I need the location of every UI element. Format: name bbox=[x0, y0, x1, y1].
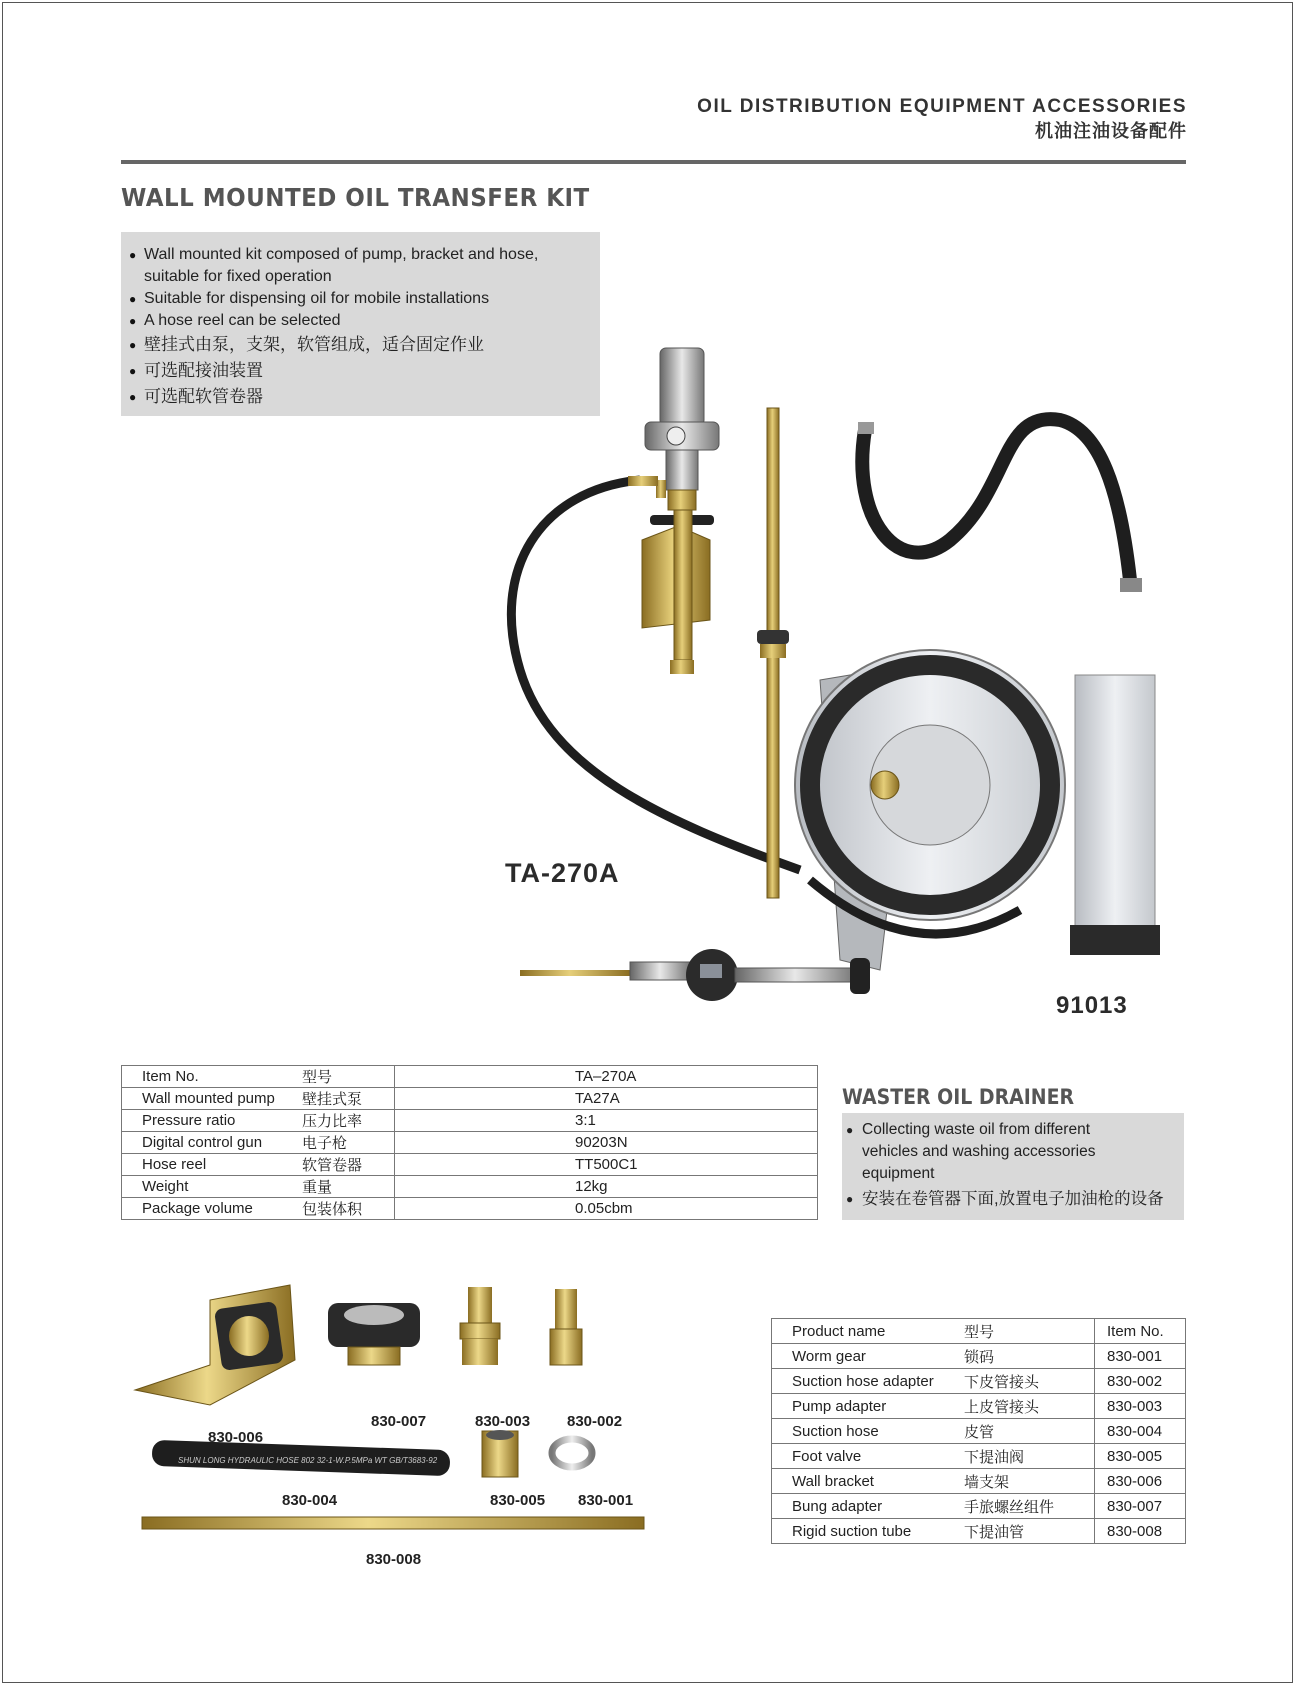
spec-value: TT500C1 bbox=[395, 1154, 818, 1176]
product-title: WALL MOUNTED OIL TRANSFER KIT bbox=[121, 183, 590, 212]
spec-name-cn: 型号 bbox=[302, 1066, 395, 1088]
spec-name: Digital control gun bbox=[122, 1132, 303, 1154]
feature-item-cn: ● 可选配接油装置 bbox=[129, 358, 600, 384]
col-header-name: Product name bbox=[772, 1319, 964, 1344]
part-item-no: 830-005 bbox=[1095, 1444, 1186, 1469]
spec-name: Item No. bbox=[122, 1066, 303, 1088]
spec-value: TA–270A bbox=[395, 1066, 818, 1088]
part-label-830-008: 830-008 bbox=[366, 1551, 422, 1568]
part-name-cn: 下提油阀 bbox=[963, 1444, 1095, 1469]
spec-name: Pressure ratio bbox=[122, 1110, 303, 1132]
table-row bbox=[122, 1110, 818, 1132]
part-name-cn: 下提油管 bbox=[963, 1519, 1095, 1544]
table-row bbox=[122, 1066, 818, 1088]
drainer-title: WASTER OIL DRAINER bbox=[842, 1085, 1075, 1109]
col-header-item: Item No. bbox=[1095, 1319, 1186, 1344]
table-row bbox=[772, 1419, 1186, 1444]
part-830-001-shape bbox=[552, 1439, 592, 1467]
table-row bbox=[772, 1494, 1186, 1519]
hose-print: SHUN LONG HYDRAULIC HOSE 802 32-1-W.P.5MPa WT GB/T3683-92 bbox=[178, 1456, 438, 1465]
part-830-008-shape bbox=[142, 1517, 644, 1529]
part-label-830-003: 830-003 bbox=[475, 1413, 531, 1430]
table-row bbox=[772, 1344, 1186, 1369]
part-item-no: 830-004 bbox=[1095, 1419, 1186, 1444]
feature-item: ● Wall mounted kit composed of pump, bracket and hose, bbox=[129, 244, 600, 266]
part-name: Worm gear bbox=[772, 1344, 964, 1369]
feature-item: ● A hose reel can be selected bbox=[129, 310, 600, 332]
part-item-no: 830-007 bbox=[1095, 1494, 1186, 1519]
table-row bbox=[772, 1469, 1186, 1494]
drainer-feature-cn: ● 安装在卷管器下面,放置电子加油枪的设备 bbox=[846, 1185, 1184, 1213]
part-label-830-004: 830-004 bbox=[282, 1492, 338, 1509]
part-name-cn: 锁码 bbox=[963, 1344, 1095, 1369]
table-header-row bbox=[772, 1319, 1186, 1344]
part-label-830-007: 830-007 bbox=[371, 1413, 427, 1430]
model-label-91013: 91013 bbox=[1056, 992, 1128, 1019]
part-label-830-001: 830-001 bbox=[578, 1492, 634, 1509]
part-name: Foot valve bbox=[772, 1444, 964, 1469]
part-name: Pump adapter bbox=[772, 1394, 964, 1419]
table-row bbox=[772, 1369, 1186, 1394]
part-name-cn: 下皮管接头 bbox=[963, 1369, 1095, 1394]
part-name-cn: 墙支架 bbox=[963, 1469, 1095, 1494]
drainer-panel bbox=[842, 1113, 1184, 1220]
part-item-no: 830-008 bbox=[1095, 1519, 1186, 1544]
spec-name-cn: 软管卷器 bbox=[302, 1154, 395, 1176]
part-830-003-shape bbox=[468, 1287, 492, 1323]
header-divider bbox=[121, 160, 1186, 164]
drainer-feature-continued: equipment bbox=[862, 1165, 935, 1182]
table-row bbox=[122, 1132, 818, 1154]
model-label-ta270a: TA-270A bbox=[505, 858, 620, 888]
spec-name-cn: 包装体积 bbox=[302, 1198, 395, 1220]
drainer-feature-continued: vehicles and washing accessories bbox=[862, 1143, 1096, 1160]
spec-value: 0.05cbm bbox=[395, 1198, 818, 1220]
table-row bbox=[122, 1154, 818, 1176]
drainer-tray bbox=[1075, 675, 1155, 945]
part-item-no: 830-006 bbox=[1095, 1469, 1186, 1494]
spec-value: TA27A bbox=[395, 1088, 818, 1110]
table-row bbox=[772, 1444, 1186, 1469]
part-name-cn: 上皮管接头 bbox=[963, 1394, 1095, 1419]
part-label-830-006: 830-006 bbox=[208, 1429, 264, 1446]
part-name: Wall bracket bbox=[772, 1469, 964, 1494]
feature-item-continued: suitable for fixed operation bbox=[144, 268, 332, 285]
part-label-830-005: 830-005 bbox=[490, 1492, 546, 1509]
feature-item-cn: ● 可选配软管卷器 bbox=[129, 384, 600, 410]
part-name: Suction hose adapter bbox=[772, 1369, 964, 1394]
spec-name: Weight bbox=[122, 1176, 303, 1198]
part-name-cn: 手旅螺丝组件 bbox=[963, 1494, 1095, 1519]
part-item-no: 830-002 bbox=[1095, 1369, 1186, 1394]
spec-name-cn: 重量 bbox=[302, 1176, 395, 1198]
feature-item-cn: ● 壁挂式由泵，支架，软管组成，适合固定作业 bbox=[129, 332, 600, 358]
spec-name: Package volume bbox=[122, 1198, 303, 1220]
product-illustration bbox=[480, 340, 1200, 1020]
spec-value: 12kg bbox=[395, 1176, 818, 1198]
spec-value: 3:1 bbox=[395, 1110, 818, 1132]
table-row bbox=[122, 1198, 818, 1220]
catalog-header-cn: 机油注油设备配件 bbox=[1035, 121, 1187, 141]
spec-value: 90203N bbox=[395, 1132, 818, 1154]
parts-table bbox=[771, 1318, 1186, 1544]
table-row bbox=[772, 1394, 1186, 1419]
spec-name-cn: 压力比率 bbox=[302, 1110, 395, 1132]
part-name-cn: 皮管 bbox=[963, 1419, 1095, 1444]
table-row bbox=[772, 1519, 1186, 1544]
suction-hose bbox=[862, 419, 1130, 580]
spec-name-cn: 电子枪 bbox=[302, 1132, 395, 1154]
part-name: Suction hose bbox=[772, 1419, 964, 1444]
drainer-feature: ● Collecting waste oil from different bbox=[846, 1119, 1184, 1141]
part-item-no: 830-003 bbox=[1095, 1394, 1186, 1419]
part-item-no: 830-001 bbox=[1095, 1344, 1186, 1369]
spec-name-cn: 壁挂式泵 bbox=[302, 1088, 395, 1110]
pressure-gauge bbox=[667, 427, 685, 445]
table-row bbox=[122, 1088, 818, 1110]
col-header-cn: 型号 bbox=[963, 1319, 1095, 1344]
spec-name: Hose reel bbox=[122, 1154, 303, 1176]
feature-item: ● Suitable for dispensing oil for mobile installations bbox=[129, 288, 600, 310]
spec-name: Wall mounted pump bbox=[122, 1088, 303, 1110]
spec-table bbox=[121, 1065, 818, 1220]
part-830-002-shape bbox=[555, 1289, 577, 1329]
table-row bbox=[122, 1176, 818, 1198]
part-name: Rigid suction tube bbox=[772, 1519, 964, 1544]
part-label-830-002: 830-002 bbox=[567, 1413, 623, 1430]
catalog-header-en: OIL DISTRIBUTION EQUIPMENT ACCESSORIES bbox=[697, 96, 1187, 117]
part-name: Bung adapter bbox=[772, 1494, 964, 1519]
